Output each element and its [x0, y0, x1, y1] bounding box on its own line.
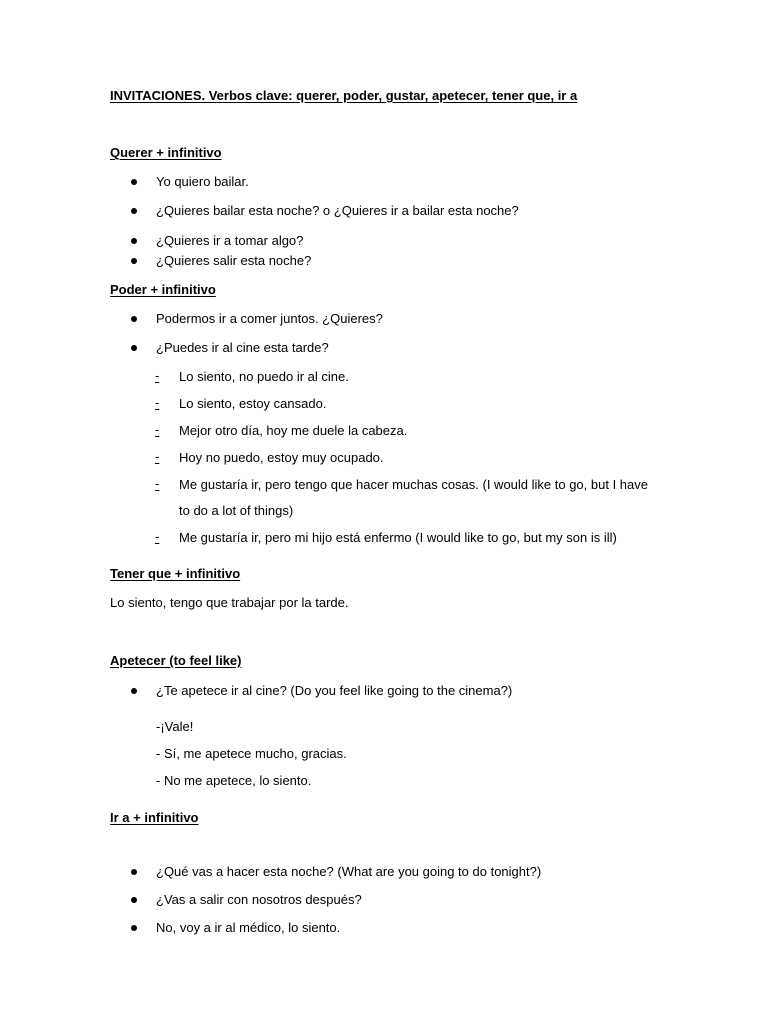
list-item: Yo quiero bailar. [156, 174, 249, 189]
bullet-icon [131, 925, 137, 931]
list-item: ¿Qué vas a hacer esta noche? (What are you going to do tonight?) [156, 864, 542, 879]
bullet-icon [131, 897, 137, 903]
dash-marker: - [155, 395, 160, 410]
response-item: Me gustaría ir, pero tengo que hacer muchas cosas. (I would like to go, but I have [179, 477, 648, 492]
bullet-icon [131, 688, 137, 694]
response-item: Hoy no puedo, estoy muy ocupado. [179, 450, 384, 465]
list-item: ¿Vas a salir con nosotros después? [156, 892, 362, 907]
section-heading-ira: Ir a + infinitivo [110, 810, 199, 825]
list-item: ¿Quieres salir esta noche? [156, 253, 312, 268]
list-item: ¿Te apetece ir al cine? (Do you feel like going to the cinema?) [156, 683, 513, 698]
bullet-icon [131, 179, 137, 185]
response-item: - No me apetece, lo siento. [156, 773, 312, 788]
bullet-icon [131, 208, 137, 214]
response-item-continuation: to do a lot of things) [179, 503, 294, 518]
response-item: Lo siento, estoy cansado. [179, 396, 327, 411]
list-item: ¿Quieres ir a tomar algo? [156, 233, 304, 248]
dash-marker: - [155, 449, 160, 464]
response-item: Me gustaría ir, pero mi hijo está enfermo (I would like to go, but my son is ill) [179, 530, 617, 545]
bullet-icon [131, 316, 137, 322]
section-heading-apetecer: Apetecer (to feel like) [110, 653, 242, 668]
dash-marker: - [155, 368, 160, 383]
section-heading-querer: Querer + infinitivo [110, 145, 222, 160]
response-item: Mejor otro día, hoy me duele la cabeza. [179, 423, 408, 438]
list-item: ¿Quieres bailar esta noche? o ¿Quieres ir a bailar esta noche? [156, 203, 519, 218]
bullet-icon [131, 238, 137, 244]
section-heading-tener: Tener que + infinitivo [110, 566, 241, 581]
bullet-icon [131, 869, 137, 875]
list-item: No, voy a ir al médico, lo siento. [156, 920, 341, 935]
list-item: Podermos ir a comer juntos. ¿Quieres? [156, 311, 383, 326]
page-title: INVITACIONES. Verbos clave: querer, poder, gustar, apetecer, tener que, ir a [110, 88, 578, 103]
dash-marker: - [155, 422, 160, 437]
list-item: ¿Puedes ir al cine esta tarde? [156, 340, 329, 355]
bullet-icon [131, 345, 137, 351]
response-item: -¡Vale! [156, 719, 194, 734]
response-item: - Sí, me apetece mucho, gracias. [156, 746, 347, 761]
dash-marker: - [155, 529, 160, 544]
dash-marker: - [155, 476, 160, 491]
bullet-icon [131, 258, 137, 264]
response-item: Lo siento, no puedo ir al cine. [179, 369, 349, 384]
section-heading-poder: Poder + infinitivo [110, 282, 216, 297]
paragraph: Lo siento, tengo que trabajar por la tarde. [110, 595, 349, 610]
